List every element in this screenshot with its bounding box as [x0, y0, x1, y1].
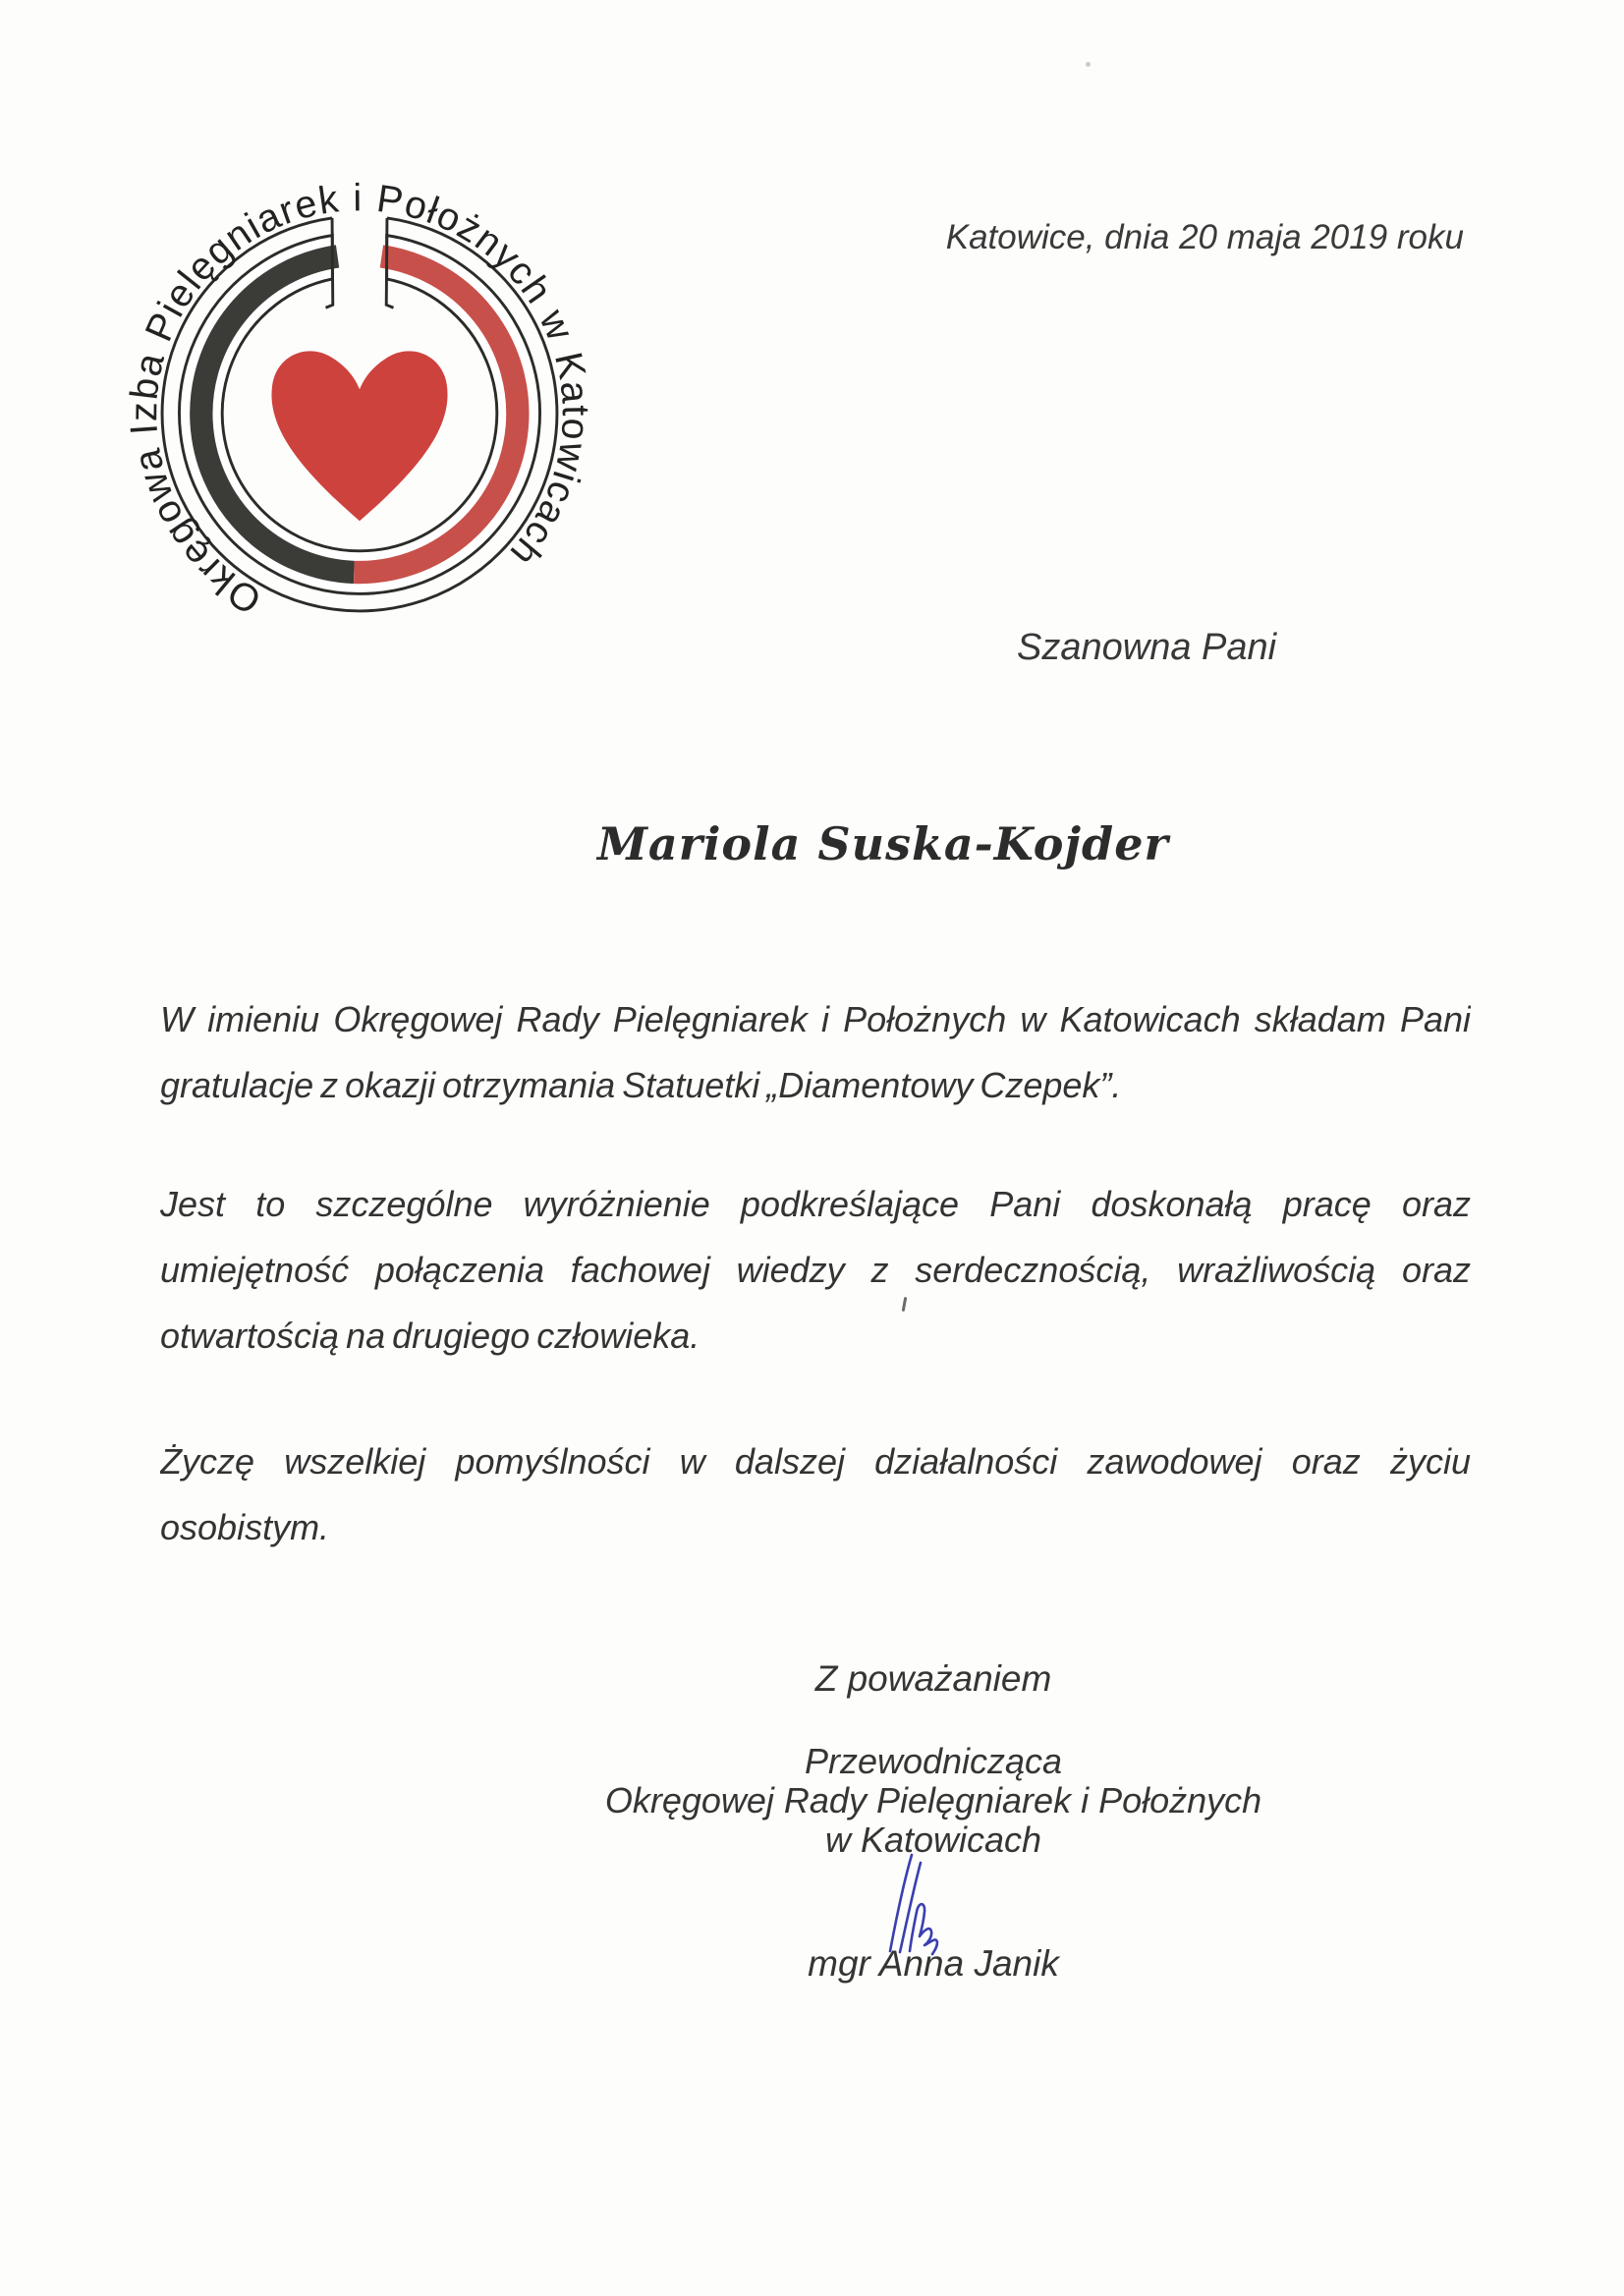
paragraph-line: umiejętność połączenia fachowej wiedzy z serdecznością, wrażliwością oraz: [160, 1250, 1471, 1290]
signer-title-line: Okręgowej Rady Pielęgniarek i Położnych: [604, 1780, 1262, 1820]
paragraph-1: [160, 986, 1471, 1118]
recipient-name: Mariola Suska-Kojder: [597, 817, 1169, 870]
date-line: Katowice, dnia 20 maja 2019 roku: [945, 218, 1464, 256]
paragraph-line: Życzę wszelkiej pomyślności w dalszej działalności zawodowej oraz życiu: [160, 1441, 1471, 1482]
paragraph-line: Jest to szczególne wyróżnienie podkreślające Pani doskonałą pracę oraz: [160, 1184, 1471, 1224]
valediction: Z poważaniem: [814, 1658, 1052, 1699]
signer-title-line: w Katowicach: [824, 1820, 1042, 1860]
salutation: Szanowna Pani: [1017, 627, 1277, 668]
paragraph-line: osobistym.: [160, 1507, 330, 1547]
paragraph-line: W imieniu Okręgowej Rady Pielęgniarek i Położnych w Katowicach składam Pani: [160, 999, 1471, 1039]
paragraph-line: gratulacje z okazji otrzymania Statuetki „Diamentowy Czepek”.: [160, 1065, 1122, 1105]
heart-icon: [271, 351, 447, 521]
paragraph-line: otwartością na drugiego człowieka.: [160, 1316, 700, 1356]
signature-strokes: [890, 1855, 937, 1954]
scan-speck: [1086, 62, 1091, 67]
handwritten-signature: [878, 1853, 949, 1953]
chamber-logo: [122, 176, 597, 643]
paragraph-2: [160, 1171, 1471, 1369]
logo-ring-text: Okręgowa Izba Pielęgniarek i Położnych w Katowicach: [122, 176, 597, 623]
signer-title-block: [589, 1742, 1277, 1860]
signer-name: mgr Anna Janik: [808, 1943, 1059, 1984]
paragraph-3: [160, 1428, 1471, 1560]
signer-title-line: Przewodnicząca: [804, 1741, 1063, 1781]
